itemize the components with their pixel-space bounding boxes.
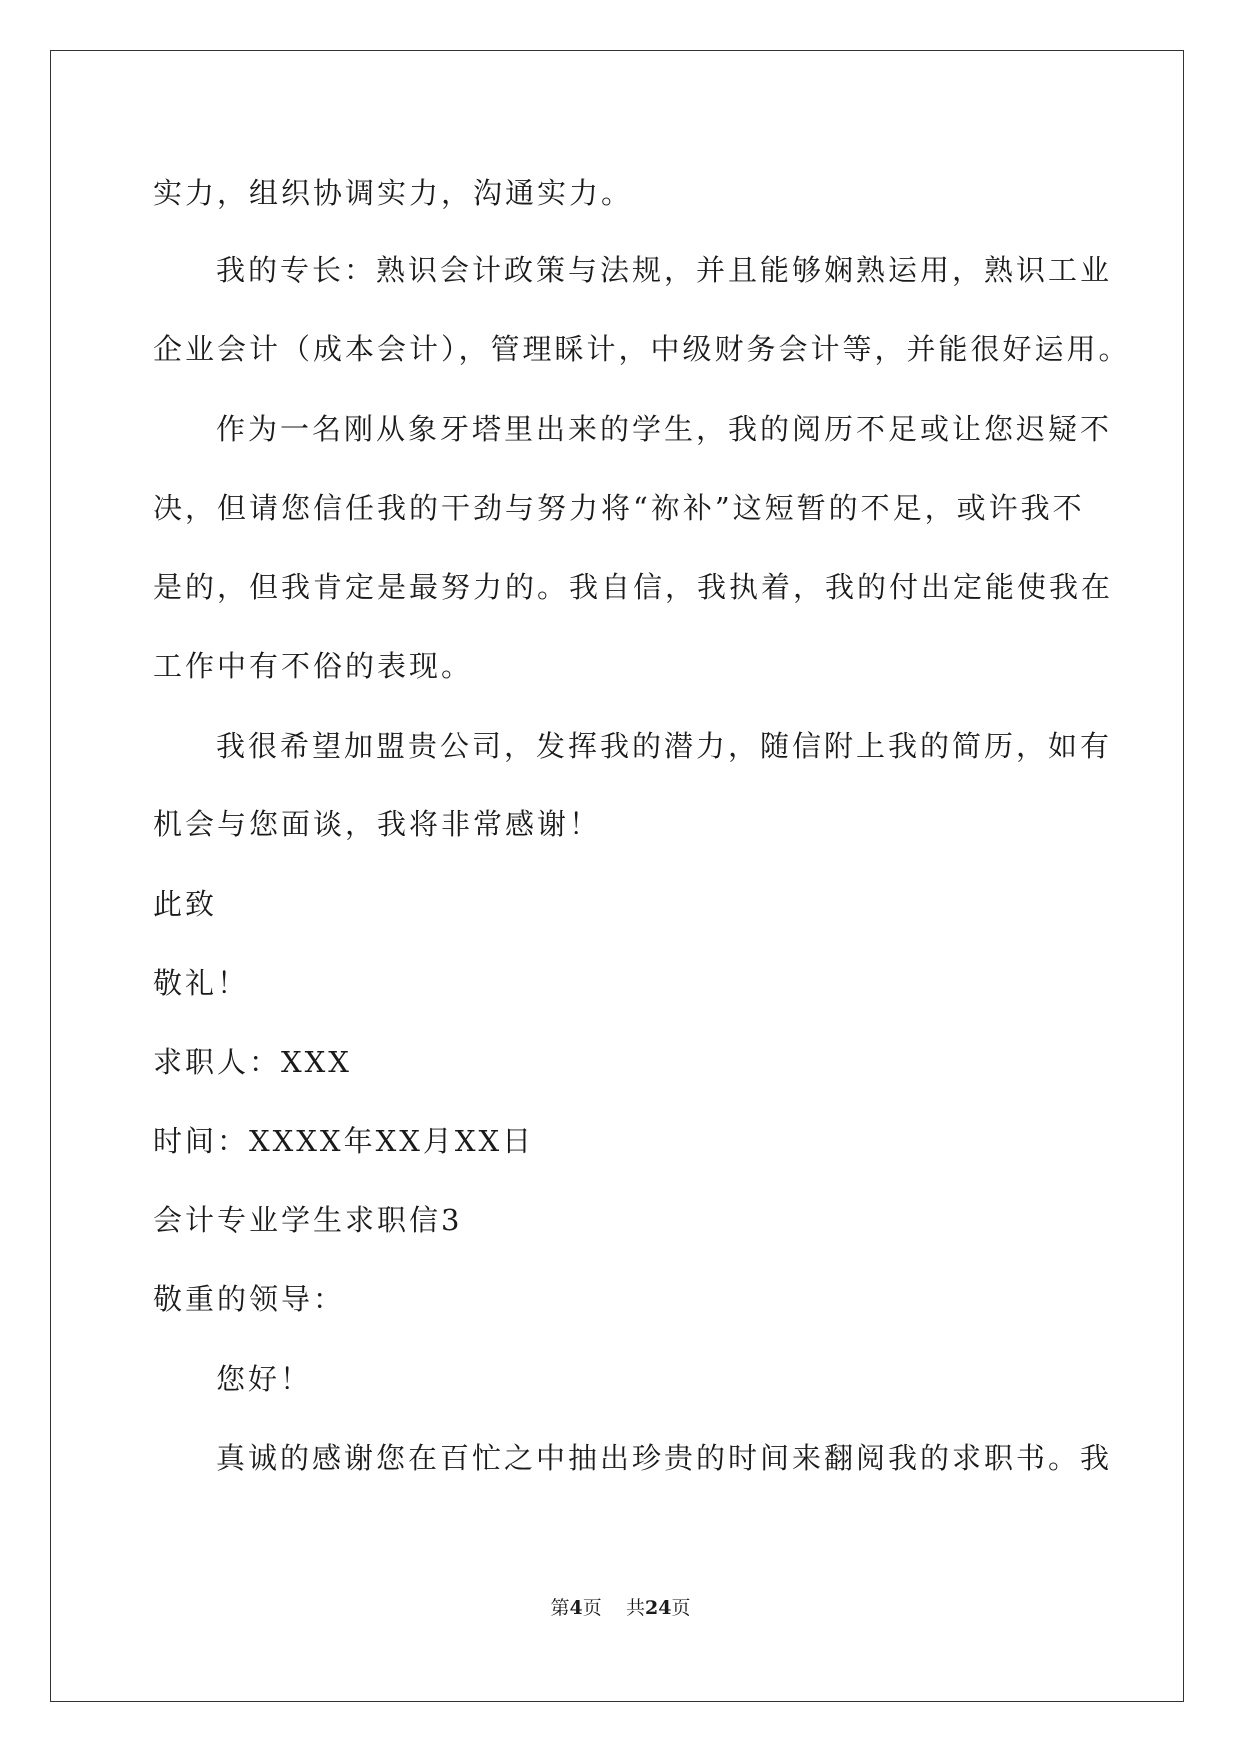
footer-page-suffix: 页 [582,1597,602,1619]
footer-prefix: 第 [550,1597,570,1619]
closing-regards: 敬礼！ [153,966,250,1000]
body-line-4: 作为一名刚从象牙塔里出来的学生，我的阅历不足或让您迟疑不 [216,412,1113,446]
applicant-name: 求职人：XXX [153,1045,352,1079]
body-line-5: 决，但请您信任我的干劲与努力将“祢补”这短暂的不足，或许我不 [153,491,1085,525]
hello-line: 您好！ [216,1362,313,1396]
body-line-7: 工作中有不俗的表现。 [153,649,474,683]
body-line-1: 实力，组织协调实力，沟通实力。 [153,176,634,210]
date-line: 时间：XXXX年XX月XX日 [153,1124,535,1158]
body-line-8: 我很希望加盟贵公司，发挥我的潜力，随信附上我的简历，如有 [216,729,1113,763]
greeting-line: 敬重的领导： [153,1282,346,1316]
body-line-3: 企业会计（成本会计），管理睬计，中级财务会计等，并能很好运用。 [153,332,1131,366]
body-line-9: 机会与您面谈，我将非常感谢！ [153,807,602,841]
footer-total-suffix: 页 [671,1597,691,1619]
footer-total-prefix: 共 [625,1597,645,1619]
page-footer [0,1596,1241,1620]
body-line-2: 我的专长：熟识会计政策与法规，并且能够娴熟运用，熟识工业 [216,253,1113,287]
body-line-6: 是的，但我肯定是最努力的。我自信，我执着，我的付出定能使我在 [153,570,1114,604]
closing-salutation: 此致 [153,887,218,921]
footer-total-pages: 24 [644,1597,672,1619]
section-title: 会计专业学生求职信3 [153,1203,463,1237]
body-line-final: 真诚的感谢您在百忙之中抽出珍贵的时间来翻阅我的求职书。我 [216,1441,1113,1475]
footer-page-number: 4 [569,1597,583,1619]
